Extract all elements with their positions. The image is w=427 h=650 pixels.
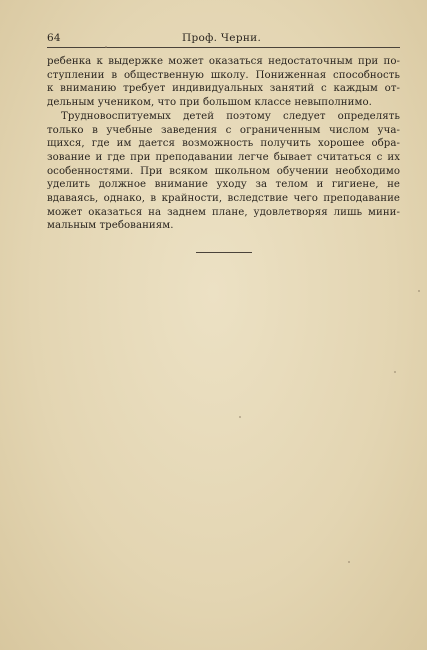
- text-line: дельным учеником, что при большом классе невыполнимо.: [47, 97, 372, 109]
- text-line: мальным требованиям.: [47, 220, 174, 232]
- text-body: [47, 55, 400, 233]
- paper-speck: [394, 371, 396, 373]
- text-line: Трудновоспитуемых детей поэтому следует определять: [61, 110, 400, 122]
- running-title: Проф. Черни.: [182, 32, 262, 44]
- paper-speck: [239, 416, 241, 418]
- paper-speck: [105, 46, 107, 48]
- text-line: уделить должное внимание уходу за телом и гигиене, не: [47, 179, 400, 191]
- text-line: ребенка к выдержке может оказаться недостаточным при по-: [47, 56, 400, 67]
- header-rule: [47, 47, 400, 48]
- paper-speck: [418, 290, 420, 292]
- text-line: только в учебные заведения с ограниченным числом уча-: [47, 124, 400, 136]
- text-line: может оказаться на заднем плане, удовлетворяя лишь мини-: [47, 206, 400, 218]
- text-line: вдаваясь, однако, в крайности, вследствие чего преподавание: [47, 193, 400, 205]
- paper-speck: [348, 561, 350, 563]
- text-line: ступлении в общественную школу. Пониженная способность: [47, 69, 400, 81]
- text-line: щихся, где им дается возможность получить хорошее обра-: [47, 138, 400, 150]
- page-number: 64: [47, 32, 61, 44]
- text-line: особенностями. При всяком школьном обучении необходимо: [47, 165, 400, 177]
- end-rule: [196, 252, 252, 253]
- text-line: к вниманию требует индивидуальных занятий с каждым от-: [47, 83, 400, 95]
- paragraph: [47, 110, 400, 233]
- text-line: зование и где при преподавании легче бывает считаться с их: [47, 151, 400, 163]
- paragraph: [47, 55, 400, 110]
- running-head: [47, 32, 400, 48]
